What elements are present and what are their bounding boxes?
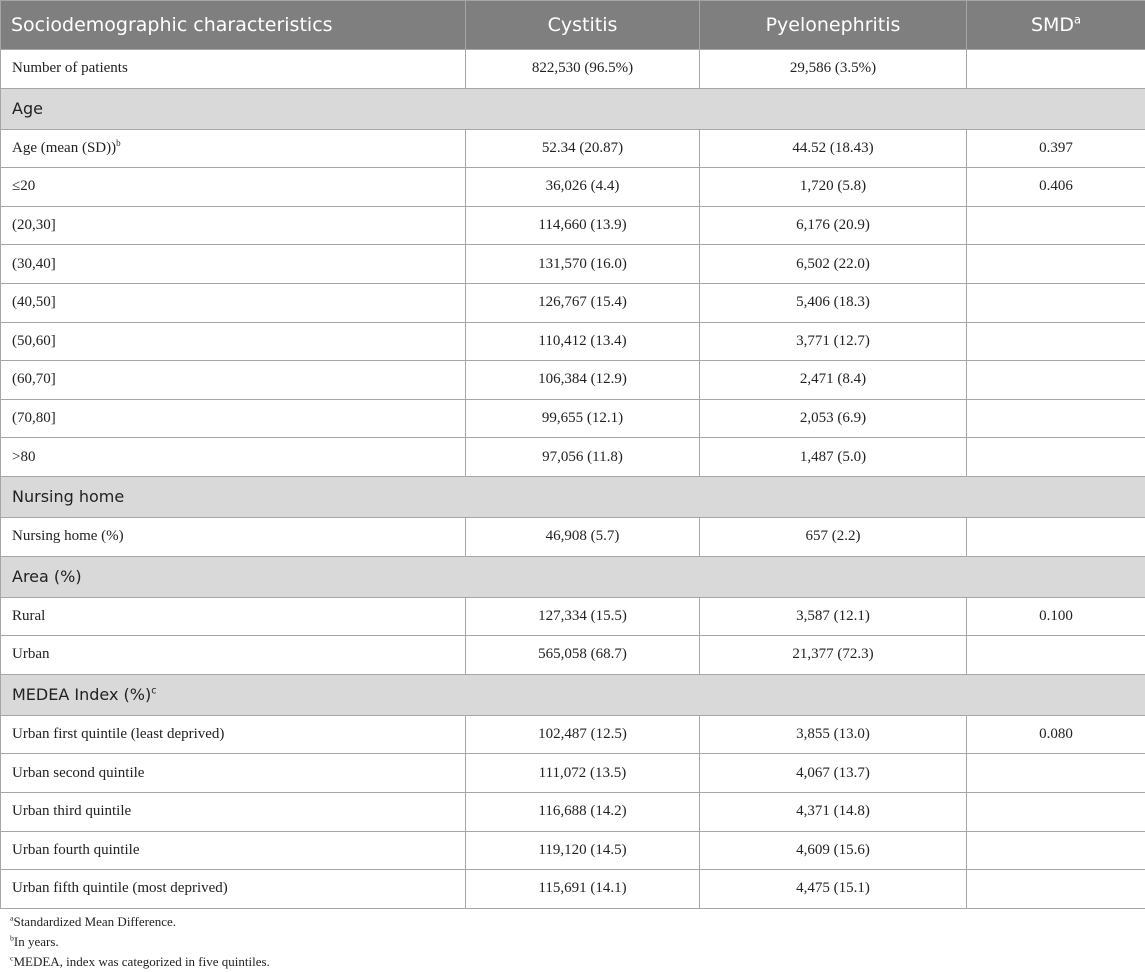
cystitis-value: 127,334 (15.5) <box>466 597 700 636</box>
pyelonephritis-value: 3,587 (12.1) <box>700 597 967 636</box>
header-pyelonephritis: Pyelonephritis <box>700 1 967 50</box>
cystitis-value: 115,691 (14.1) <box>466 870 700 909</box>
cystitis-value: 106,384 (12.9) <box>466 361 700 400</box>
pyelonephritis-value: 3,771 (12.7) <box>700 322 967 361</box>
header-smd-label: SMD <box>1030 14 1075 36</box>
table-row <box>1 50 1145 89</box>
row-label <box>1 129 466 168</box>
header-cystitis: Cystitis <box>466 1 700 50</box>
table-row <box>1 245 1145 284</box>
cystitis-value: 119,120 (14.5) <box>466 831 700 870</box>
table-row <box>1 597 1145 636</box>
footnote-mark: c <box>151 685 157 697</box>
pyelonephritis-value: 3,855 (13.0) <box>700 715 967 754</box>
row-label: (70,80] <box>1 399 466 438</box>
pyelonephritis-value: 1,487 (5.0) <box>700 438 967 477</box>
row-label: Number of patients <box>1 50 466 89</box>
footnote-mark: b <box>10 933 14 943</box>
cystitis-value: 111,072 (13.5) <box>466 754 700 793</box>
footnote-mark: c <box>10 953 14 963</box>
cystitis-value: 822,530 (96.5%) <box>466 50 700 89</box>
table-row <box>1 399 1145 438</box>
smd-value <box>967 636 1145 675</box>
table-row <box>1 283 1145 322</box>
row-label: (60,70] <box>1 361 466 400</box>
row-label: Urban fourth quintile <box>1 831 466 870</box>
smd-value <box>967 754 1145 793</box>
cystitis-value: 114,660 (13.9) <box>466 206 700 245</box>
row-label: Urban fifth quintile (most deprived) <box>1 870 466 909</box>
header-smd-footnote-mark: a <box>1074 12 1082 27</box>
cystitis-value: 126,767 (15.4) <box>466 283 700 322</box>
pyelonephritis-value: 657 (2.2) <box>700 517 967 556</box>
pyelonephritis-value: 44.52 (18.43) <box>700 129 967 168</box>
table-row <box>1 754 1145 793</box>
pyelonephritis-value: 29,586 (3.5%) <box>700 50 967 89</box>
row-label: Rural <box>1 597 466 636</box>
footnote-a <box>10 912 270 932</box>
pyelonephritis-value: 4,609 (15.6) <box>700 831 967 870</box>
table-row <box>1 792 1145 831</box>
table-row <box>1 361 1145 400</box>
footnote-text: In years. <box>13 934 59 949</box>
table-row <box>1 322 1145 361</box>
smd-value <box>967 399 1145 438</box>
row-label: (50,60] <box>1 322 466 361</box>
pyelonephritis-value: 6,176 (20.9) <box>700 206 967 245</box>
footnote-text: Standardized Mean Difference. <box>13 914 177 929</box>
smd-value <box>967 245 1145 284</box>
smd-value: 0.406 <box>967 168 1145 207</box>
smd-value <box>967 206 1145 245</box>
smd-value <box>967 792 1145 831</box>
pyelonephritis-value: 6,502 (22.0) <box>700 245 967 284</box>
section-row <box>1 88 1145 129</box>
row-label: Urban first quintile (least deprived) <box>1 715 466 754</box>
footnote-mark: b <box>116 137 121 148</box>
section-title-nursing-home: Nursing home <box>1 476 1145 517</box>
pyelonephritis-value: 2,053 (6.9) <box>700 399 967 438</box>
table-header <box>1 1 1145 50</box>
smd-value <box>967 517 1145 556</box>
smd-value <box>967 831 1145 870</box>
table-row <box>1 129 1145 168</box>
footnote-text: MEDEA, index was categorized in five quintiles. <box>13 954 270 969</box>
row-label-text: Age (mean (SD)) <box>12 139 117 156</box>
cystitis-value: 52.34 (20.87) <box>466 129 700 168</box>
footnote-mark: a <box>10 913 14 923</box>
section-row <box>1 476 1145 517</box>
cystitis-value: 131,570 (16.0) <box>466 245 700 284</box>
smd-value: 0.080 <box>967 715 1145 754</box>
cystitis-value: 110,412 (13.4) <box>466 322 700 361</box>
row-label: Urban <box>1 636 466 675</box>
cystitis-value: 46,908 (5.7) <box>466 517 700 556</box>
section-title-age: Age <box>1 88 1145 129</box>
table-footnotes <box>10 912 270 972</box>
smd-value <box>967 438 1145 477</box>
footnote-b <box>10 932 270 952</box>
cystitis-value: 565,058 (68.7) <box>466 636 700 675</box>
smd-value: 0.100 <box>967 597 1145 636</box>
smd-value <box>967 283 1145 322</box>
section-row <box>1 556 1145 597</box>
row-label: ≤20 <box>1 168 466 207</box>
smd-value <box>967 322 1145 361</box>
section-row <box>1 674 1145 715</box>
row-label: (20,30] <box>1 206 466 245</box>
table-row <box>1 636 1145 675</box>
table-row <box>1 870 1145 909</box>
pyelonephritis-value: 1,720 (5.8) <box>700 168 967 207</box>
pyelonephritis-value: 5,406 (18.3) <box>700 283 967 322</box>
table-row <box>1 831 1145 870</box>
row-label: Nursing home (%) <box>1 517 466 556</box>
smd-value <box>967 50 1145 89</box>
row-label: (40,50] <box>1 283 466 322</box>
row-label: Urban third quintile <box>1 792 466 831</box>
pyelonephritis-value: 21,377 (72.3) <box>700 636 967 675</box>
smd-value: 0.397 <box>967 129 1145 168</box>
cystitis-value: 102,487 (12.5) <box>466 715 700 754</box>
header-characteristics: Sociodemographic characteristics <box>1 1 466 50</box>
section-title-medea <box>1 674 1145 715</box>
row-label: Urban second quintile <box>1 754 466 793</box>
row-label: >80 <box>1 438 466 477</box>
table-row <box>1 715 1145 754</box>
section-title-medea-text: MEDEA Index (%) <box>12 685 152 705</box>
cystitis-value: 99,655 (12.1) <box>466 399 700 438</box>
footnote-c <box>10 952 270 972</box>
pyelonephritis-value: 4,371 (14.8) <box>700 792 967 831</box>
table-row <box>1 438 1145 477</box>
cystitis-value: 116,688 (14.2) <box>466 792 700 831</box>
section-title-area: Area (%) <box>1 556 1145 597</box>
table-row <box>1 168 1145 207</box>
pyelonephritis-value: 4,475 (15.1) <box>700 870 967 909</box>
header-smd <box>967 1 1145 50</box>
table-row <box>1 206 1145 245</box>
cystitis-value: 36,026 (4.4) <box>466 168 700 207</box>
pyelonephritis-value: 2,471 (8.4) <box>700 361 967 400</box>
table-row <box>1 517 1145 556</box>
row-label: (30,40] <box>1 245 466 284</box>
pyelonephritis-value: 4,067 (13.7) <box>700 754 967 793</box>
smd-value <box>967 361 1145 400</box>
cystitis-value: 97,056 (11.8) <box>466 438 700 477</box>
smd-value <box>967 870 1145 909</box>
